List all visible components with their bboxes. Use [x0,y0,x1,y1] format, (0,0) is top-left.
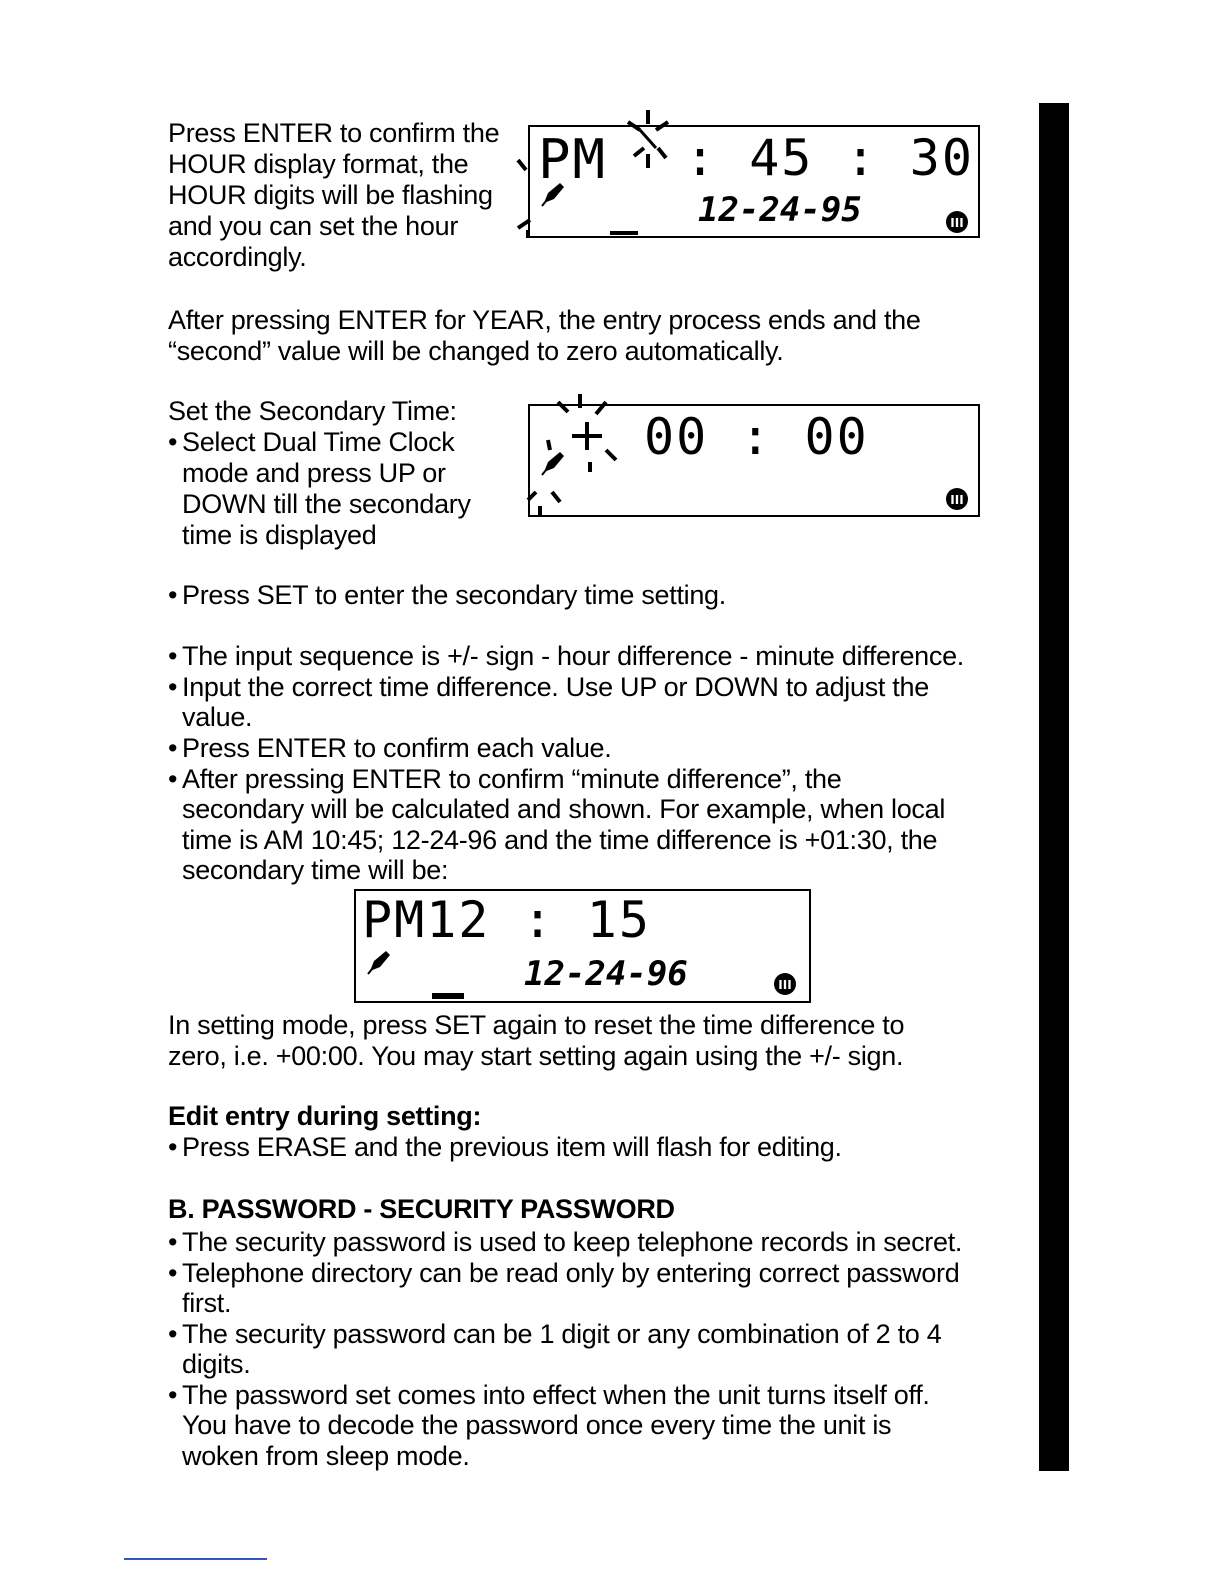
bullet-line: After pressing ENTER to confirm “minute difference”, the [182,764,842,794]
bullet-line: Input the correct time difference. Use UP or DOWN to adjust the [182,672,929,702]
svg-text:III: III [950,216,964,230]
bullet-dot: • [168,1227,178,1257]
footnote-rule [124,1558,267,1560]
bullet-dot: • [168,672,178,702]
lcd-date: 12-24-95 [698,190,862,230]
circle-badge-icon [944,486,970,512]
bullet-dot: • [168,1132,178,1162]
bullet-line: digits. [182,1349,251,1379]
section-heading: B. PASSWORD - SECURITY PASSWORD [168,1194,675,1224]
bullet-line: The password set comes into effect when the unit turns itself off. [182,1380,930,1410]
bullet-line: DOWN till the secondary [182,489,471,519]
pen-icon [364,947,394,977]
flash-rays-icon [520,392,630,518]
bullet-line: The security password is used to keep telephone records in secret. [182,1227,963,1257]
bullet-line: first. [182,1288,232,1318]
cursor-underline [432,993,464,999]
bullet-line: woken from sleep mode. [182,1441,470,1471]
bullet-dot: • [168,427,178,457]
bullet-dot: • [168,1319,178,1349]
paragraph-line: In setting mode, press SET again to reset the time difference to [168,1010,905,1040]
bullet-dot: • [168,1258,178,1288]
bullet-line: secondary time will be: [182,855,449,885]
section-heading: Set the Secondary Time: [168,396,457,426]
bullet-line: value. [182,702,253,732]
lcd-display-secondary-result [354,889,811,1003]
flash-rays-icon [508,140,544,240]
bullet-line: Telephone directory can be read only by entering correct password [182,1258,960,1288]
flash-rays-icon [600,108,690,188]
bullet-line: Press ENTER to confirm each value. [182,733,612,763]
svg-text:III: III [950,493,964,507]
lcd-date: 12-24-96 [524,954,688,994]
circle-badge-icon [772,971,798,997]
lcd-display-hour-flashing [528,125,980,238]
section-heading: Edit entry during setting: [168,1101,482,1131]
text-line: HOUR digits will be flashing [168,180,493,210]
cursor-underline [610,231,638,235]
bullet-line: Select Dual Time Clock [182,427,455,457]
bullet-line: secondary will be calculated and shown. For example, when local [182,794,946,824]
bullet-dot: • [168,641,178,671]
bullet-dot: • [168,1380,178,1410]
bullet-dot: • [168,733,178,763]
bullet-line: time is displayed [182,520,377,550]
lcd-time: 00 : 00 [644,408,869,466]
paragraph-line: After pressing ENTER for YEAR, the entry process ends and the [168,305,921,335]
page-edge-bar [1039,103,1069,1471]
text-line: Press ENTER to confirm the [168,118,500,148]
bullet-line: You have to decode the password once every time the unit is [182,1410,892,1440]
paragraph-line: zero, i.e. +00:00. You may start setting again using the +/- sign. [168,1041,904,1071]
circle-badge-icon [944,209,970,235]
text-line: HOUR display format, the [168,149,469,179]
svg-text:III: III [778,978,792,992]
lcd-time-rest: : 45 : 30 [685,129,974,187]
text-line: accordingly. [168,242,307,272]
lcd-ampm: PM [538,128,608,191]
bullet-line: time is AM 10:45; 12-24-96 and the time difference is +01:30, the [182,825,938,855]
bullet-line: Press ERASE and the previous item will flash for editing. [182,1132,842,1162]
lcd-time: PM12 : 15 [362,891,651,949]
bullet-line: The security password can be 1 digit or any combination of 2 to 4 [182,1319,942,1349]
bullet-line: Press SET to enter the secondary time setting. [182,580,726,610]
bullet-dot: • [168,580,178,610]
bullet-dot: • [168,764,178,794]
bullet-line: The input sequence is +/- sign - hour difference - minute difference. [182,641,965,671]
paragraph-line: “second” value will be changed to zero automatically. [168,336,784,366]
bullet-line: mode and press UP or [182,458,446,488]
text-line: and you can set the hour [168,211,459,241]
